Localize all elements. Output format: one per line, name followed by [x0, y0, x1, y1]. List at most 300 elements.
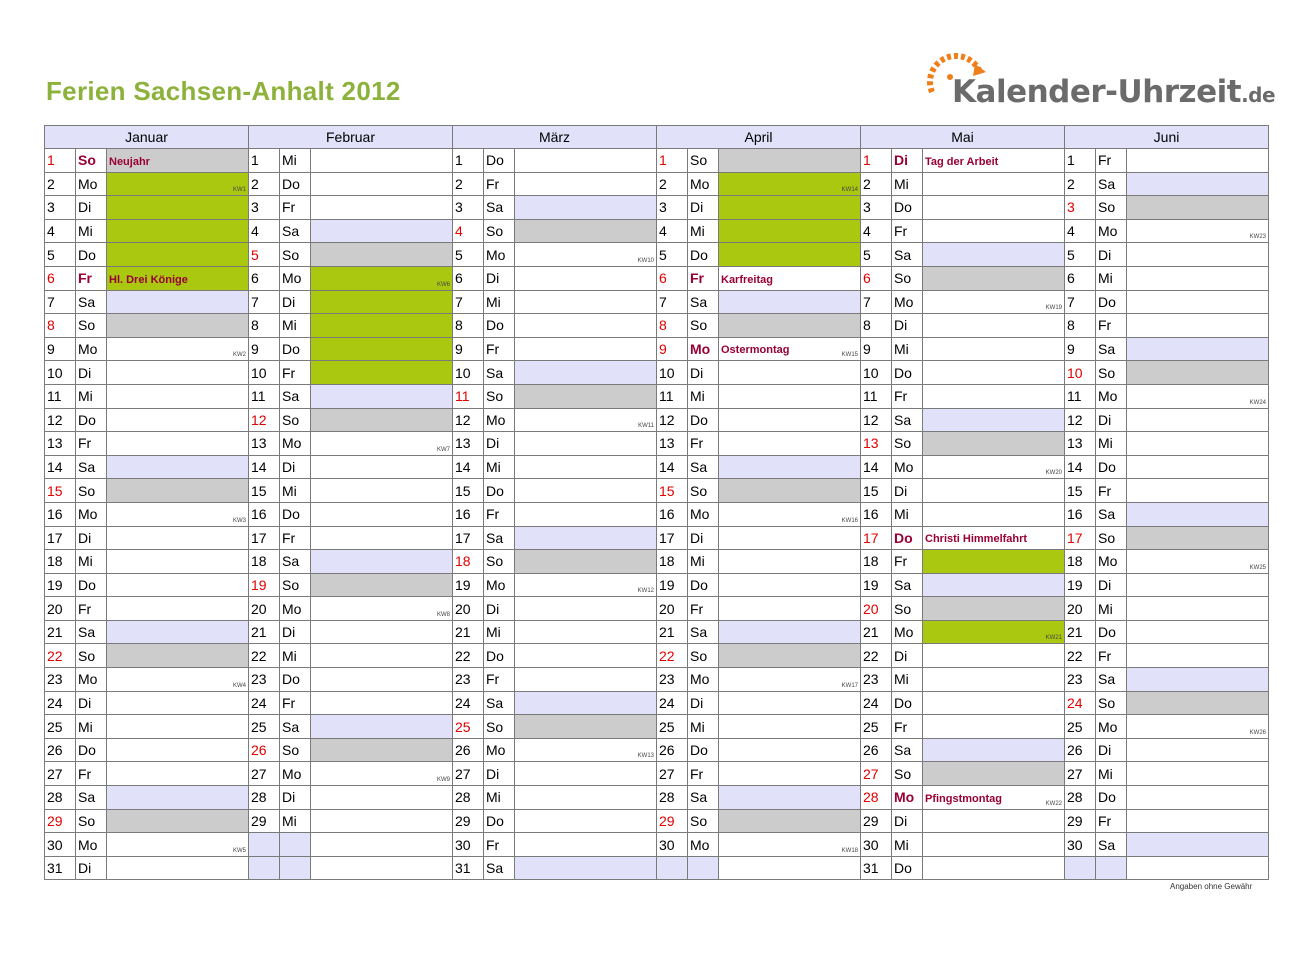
day-number: 16 [453, 502, 484, 526]
day-number: 6 [45, 266, 76, 290]
day-number: 19 [657, 573, 688, 597]
day-note [107, 196, 249, 220]
weekday: Do [688, 573, 719, 597]
weekday: Di [892, 479, 923, 503]
week-number: KW23 [1249, 234, 1266, 241]
weekday: Sa [280, 384, 311, 408]
weekday: Do [280, 337, 311, 361]
weekday: Di [76, 526, 107, 550]
weekday: Do [892, 691, 923, 715]
week-number: KW13 [637, 753, 654, 760]
weekday: Fr [484, 172, 515, 196]
weekday: Sa [484, 196, 515, 220]
table-row [45, 314, 1269, 338]
day-number: 16 [45, 502, 76, 526]
day-number: 18 [453, 550, 484, 574]
table-row [45, 502, 1269, 526]
table-row [45, 479, 1269, 503]
day-note [719, 738, 861, 762]
weekday: Fr [1096, 314, 1127, 338]
week-number: KW11 [638, 423, 654, 430]
day-number: 3 [45, 196, 76, 220]
weekday: Do [280, 172, 311, 196]
table-row [45, 337, 1269, 361]
table-row [45, 361, 1269, 385]
table-row [45, 597, 1269, 621]
weekday: Sa [76, 786, 107, 810]
weekday: Di [892, 149, 923, 173]
weekday: Mi [892, 668, 923, 692]
day-number: 11 [45, 384, 76, 408]
weekday: Fr [688, 432, 719, 456]
day-note [923, 290, 1065, 314]
day-number: 13 [453, 432, 484, 456]
day-note [311, 644, 453, 668]
day-note [515, 715, 657, 739]
weekday: Sa [1096, 833, 1127, 857]
weekday: Mi [688, 550, 719, 574]
table-row [45, 266, 1269, 290]
day-number: 13 [657, 432, 688, 456]
weekday: Di [688, 361, 719, 385]
weekday: Fr [892, 550, 923, 574]
day-note [719, 432, 861, 456]
table-row [45, 620, 1269, 644]
day-number: 25 [453, 715, 484, 739]
day-number: 2 [45, 172, 76, 196]
weekday: Sa [76, 290, 107, 314]
weekday: Sa [484, 361, 515, 385]
weekday: Mi [892, 502, 923, 526]
week-number: KW25 [1249, 564, 1266, 571]
day-number: 16 [861, 502, 892, 526]
day-note [719, 266, 861, 290]
day-note [1127, 502, 1269, 526]
week-number: KW19 [1045, 305, 1062, 312]
day-number: 18 [657, 550, 688, 574]
day-number: 1 [249, 149, 280, 173]
table-row [45, 644, 1269, 668]
weekday: So [892, 432, 923, 456]
day-number: 4 [657, 219, 688, 243]
weekday: Mo [688, 172, 719, 196]
day-note [311, 738, 453, 762]
weekday: So [76, 644, 107, 668]
day-number: 12 [861, 408, 892, 432]
weekday: Mo [892, 786, 923, 810]
weekday: Fr [688, 266, 719, 290]
day-number: 22 [45, 644, 76, 668]
day-note [311, 290, 453, 314]
weekday: Mo [280, 597, 311, 621]
weekday: So [892, 597, 923, 621]
day-note [107, 408, 249, 432]
week-number: KW7 [436, 446, 450, 453]
weekday: Fr [76, 266, 107, 290]
day-number: 3 [861, 196, 892, 220]
day-number: 31 [861, 856, 892, 880]
day-note [311, 384, 453, 408]
day-number: 29 [657, 809, 688, 833]
day-note [515, 526, 657, 550]
weekday: Do [892, 196, 923, 220]
day-number: 25 [45, 715, 76, 739]
day-note [1127, 408, 1269, 432]
weekday: Sa [76, 455, 107, 479]
weekday: Fr [280, 361, 311, 385]
weekday: Mo [688, 668, 719, 692]
day-note [923, 786, 1065, 810]
week-number: KW12 [637, 588, 654, 595]
day-note [923, 384, 1065, 408]
day-number: 22 [861, 644, 892, 668]
day-note [107, 644, 249, 668]
weekday: Mo [76, 833, 107, 857]
day-number: 11 [657, 384, 688, 408]
day-note [923, 314, 1065, 338]
empty-cell [657, 856, 688, 880]
day-note [515, 290, 657, 314]
day-number: 29 [1065, 809, 1096, 833]
day-note [107, 856, 249, 880]
day-note [107, 432, 249, 456]
day-note [1127, 833, 1269, 857]
day-note [515, 833, 657, 857]
day-note [719, 290, 861, 314]
holiday-name: Hl. Drei Könige [109, 273, 188, 286]
weekday: Do [484, 149, 515, 173]
day-number: 10 [1065, 361, 1096, 385]
day-number: 3 [453, 196, 484, 220]
weekday: Mi [484, 786, 515, 810]
day-number: 2 [1065, 172, 1096, 196]
day-number: 22 [1065, 644, 1096, 668]
day-note [515, 455, 657, 479]
weekday: Do [484, 479, 515, 503]
day-number: 21 [657, 620, 688, 644]
day-number: 18 [45, 550, 76, 574]
logo-brand: Kalender-Uhrzeit.de [952, 74, 1276, 110]
table-row [45, 196, 1269, 220]
empty-cell [249, 856, 280, 880]
day-number: 8 [861, 314, 892, 338]
weekday: Fr [280, 196, 311, 220]
day-note [515, 550, 657, 574]
week-number: KW18 [841, 847, 858, 854]
weekday: Sa [484, 691, 515, 715]
day-number: 11 [861, 384, 892, 408]
day-note [719, 219, 861, 243]
weekday: Mi [892, 833, 923, 857]
day-number: 9 [45, 337, 76, 361]
table-row [45, 408, 1269, 432]
weekday: Di [76, 361, 107, 385]
day-note [923, 668, 1065, 692]
day-note [515, 691, 657, 715]
day-number: 14 [453, 455, 484, 479]
day-note [923, 408, 1065, 432]
weekday: Mo [892, 290, 923, 314]
weekday: Mo [484, 243, 515, 267]
week-number: KW17 [841, 682, 858, 689]
day-note [515, 573, 657, 597]
day-number: 4 [45, 219, 76, 243]
day-number: 21 [861, 620, 892, 644]
weekday: Sa [280, 219, 311, 243]
weekday: So [280, 738, 311, 762]
day-note [719, 243, 861, 267]
weekday: Mo [280, 266, 311, 290]
month-header: Februar [249, 126, 453, 149]
day-number: 24 [45, 691, 76, 715]
empty-cell [1127, 856, 1269, 880]
day-number: 11 [1065, 384, 1096, 408]
weekday: Mi [1096, 762, 1127, 786]
day-note [719, 149, 861, 173]
table-row [45, 738, 1269, 762]
day-number: 24 [1065, 691, 1096, 715]
day-number: 27 [249, 762, 280, 786]
weekday: Do [688, 408, 719, 432]
table-row [45, 715, 1269, 739]
weekday: Do [76, 408, 107, 432]
day-number: 29 [45, 809, 76, 833]
weekday: Mo [76, 172, 107, 196]
weekday: So [76, 314, 107, 338]
weekday: Do [484, 809, 515, 833]
day-note [1127, 314, 1269, 338]
weekday: Di [688, 526, 719, 550]
day-number: 3 [657, 196, 688, 220]
day-note [311, 314, 453, 338]
weekday: Mi [280, 149, 311, 173]
weekday: Mi [76, 384, 107, 408]
day-note [107, 668, 249, 692]
table-row [45, 833, 1269, 857]
holiday-name: Karfreitag [721, 273, 773, 286]
day-note [311, 455, 453, 479]
weekday: Mi [76, 219, 107, 243]
day-number: 22 [453, 644, 484, 668]
weekday: Fr [484, 337, 515, 361]
day-number: 20 [249, 597, 280, 621]
month-header: Januar [45, 126, 249, 149]
day-number: 30 [453, 833, 484, 857]
weekday: Mo [76, 502, 107, 526]
weekday: Sa [892, 573, 923, 597]
weekday: Mo [1096, 219, 1127, 243]
day-number: 4 [249, 219, 280, 243]
day-note [311, 668, 453, 692]
day-note [1127, 809, 1269, 833]
day-note [107, 502, 249, 526]
day-number: 2 [657, 172, 688, 196]
day-number: 20 [657, 597, 688, 621]
day-note [1127, 762, 1269, 786]
day-number: 7 [1065, 290, 1096, 314]
day-number: 20 [45, 597, 76, 621]
day-note [1127, 738, 1269, 762]
weekday: Fr [76, 432, 107, 456]
empty-cell [280, 833, 311, 857]
weekday: Sa [1096, 172, 1127, 196]
day-number: 17 [453, 526, 484, 550]
week-number: KW8 [436, 611, 450, 618]
weekday: Sa [688, 620, 719, 644]
empty-cell [249, 833, 280, 857]
day-note [311, 762, 453, 786]
day-note [515, 384, 657, 408]
weekday: Sa [892, 243, 923, 267]
day-note [107, 384, 249, 408]
day-note [515, 668, 657, 692]
week-number: KW4 [232, 682, 246, 689]
day-note [719, 550, 861, 574]
weekday: Di [76, 691, 107, 715]
day-number: 10 [861, 361, 892, 385]
day-number: 8 [1065, 314, 1096, 338]
day-note [311, 502, 453, 526]
day-number: 14 [249, 455, 280, 479]
day-number: 28 [45, 786, 76, 810]
calendar-table [44, 125, 1269, 880]
day-note [515, 644, 657, 668]
weekday: Fr [1096, 479, 1127, 503]
holiday-name: Tag der Arbeit [925, 155, 999, 168]
day-note [311, 597, 453, 621]
day-number: 17 [657, 526, 688, 550]
day-note [923, 691, 1065, 715]
day-note [923, 856, 1065, 880]
weekday: Do [280, 668, 311, 692]
day-number: 13 [45, 432, 76, 456]
day-number: 5 [657, 243, 688, 267]
week-number: KW6 [436, 281, 450, 288]
weekday: Di [280, 786, 311, 810]
day-note [311, 809, 453, 833]
day-number: 27 [657, 762, 688, 786]
day-note [1127, 266, 1269, 290]
table-row [45, 856, 1269, 880]
weekday: Di [76, 856, 107, 880]
day-number: 25 [861, 715, 892, 739]
day-note [923, 738, 1065, 762]
day-number: 6 [249, 266, 280, 290]
weekday: Mi [280, 809, 311, 833]
day-number: 20 [453, 597, 484, 621]
day-number: 18 [861, 550, 892, 574]
weekday: Do [280, 502, 311, 526]
day-number: 1 [861, 149, 892, 173]
weekday: Do [892, 526, 923, 550]
day-note [311, 408, 453, 432]
day-note [719, 196, 861, 220]
week-number: KW16 [841, 517, 858, 524]
day-note [515, 786, 657, 810]
day-number: 15 [861, 479, 892, 503]
day-note [719, 668, 861, 692]
day-number: 7 [249, 290, 280, 314]
day-number: 17 [45, 526, 76, 550]
day-number: 28 [861, 786, 892, 810]
day-number: 6 [1065, 266, 1096, 290]
table-row [45, 550, 1269, 574]
day-number: 13 [861, 432, 892, 456]
weekday: Mo [1096, 715, 1127, 739]
week-number: KW21 [1045, 635, 1062, 642]
day-number: 25 [249, 715, 280, 739]
day-number: 27 [1065, 762, 1096, 786]
day-number: 21 [453, 620, 484, 644]
day-number: 28 [1065, 786, 1096, 810]
day-note [107, 219, 249, 243]
day-number: 1 [1065, 149, 1096, 173]
weekday: Fr [484, 668, 515, 692]
weekday: Mi [892, 172, 923, 196]
weekday: Mo [484, 573, 515, 597]
day-number: 28 [249, 786, 280, 810]
day-note [107, 715, 249, 739]
weekday: Di [1096, 573, 1127, 597]
day-note [923, 243, 1065, 267]
weekday: Mo [76, 668, 107, 692]
weekday: Di [76, 196, 107, 220]
day-note [719, 833, 861, 857]
day-note [107, 762, 249, 786]
weekday: Do [484, 644, 515, 668]
day-number: 30 [1065, 833, 1096, 857]
day-note [1127, 361, 1269, 385]
day-note [923, 573, 1065, 597]
day-note [719, 337, 861, 361]
day-note [311, 691, 453, 715]
day-note [515, 361, 657, 385]
weekday: So [484, 384, 515, 408]
table-row [45, 149, 1269, 173]
holiday-name: Neujahr [109, 155, 150, 168]
weekday: Mo [76, 337, 107, 361]
day-number: 19 [1065, 573, 1096, 597]
day-number: 12 [45, 408, 76, 432]
day-note [923, 715, 1065, 739]
day-number: 1 [45, 149, 76, 173]
day-number: 27 [453, 762, 484, 786]
day-note [515, 314, 657, 338]
day-number: 5 [1065, 243, 1096, 267]
day-note [107, 597, 249, 621]
day-number: 30 [45, 833, 76, 857]
weekday: Fr [76, 597, 107, 621]
weekday: Do [1096, 620, 1127, 644]
day-number: 12 [1065, 408, 1096, 432]
week-number: KW14 [841, 187, 858, 194]
day-number: 19 [249, 573, 280, 597]
day-note [311, 243, 453, 267]
weekday: Mi [688, 219, 719, 243]
day-number: 28 [453, 786, 484, 810]
day-number: 24 [249, 691, 280, 715]
weekday: Mi [280, 644, 311, 668]
holiday-name: Christi Himmelfahrt [925, 533, 1028, 546]
day-note [1127, 337, 1269, 361]
day-note [923, 266, 1065, 290]
day-note [515, 432, 657, 456]
weekday: Sa [688, 786, 719, 810]
day-note [311, 149, 453, 173]
weekday: So [688, 314, 719, 338]
day-note [719, 691, 861, 715]
holiday-name: Ostermontag [721, 344, 790, 357]
